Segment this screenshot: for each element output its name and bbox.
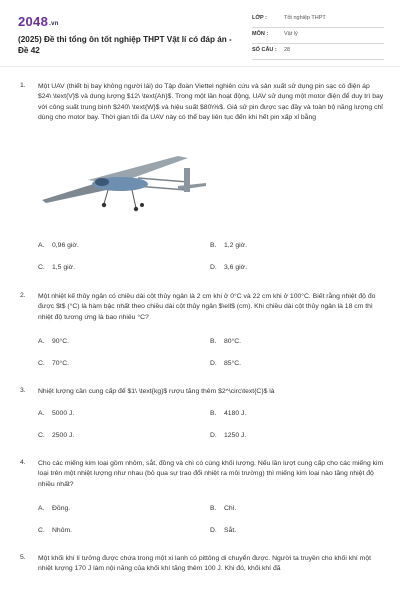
option-b[interactable] xyxy=(210,242,247,249)
question-3 xyxy=(20,387,384,447)
option-text: 0,96 giờ. xyxy=(52,242,79,249)
option-letter: C. xyxy=(38,527,45,534)
option-text: 1,5 giờ. xyxy=(52,264,75,271)
option-letter: A. xyxy=(38,338,45,345)
question-text: Cho các miếng kim loại gồm nhôm, sắt, đồng và chì có cùng khối lượng. Nếu lần lượt cung cấp cho các miếng kim loại trên một nhiệt lượng như nhau (bỏ qua sự trao đổi nhiệt ra môi trường) thì miếng kim loại nào tăng nhiệt độ nhiều nhất? xyxy=(38,460,384,488)
option-a[interactable] xyxy=(38,410,74,417)
meta-row-subject xyxy=(252,28,384,44)
meta-key: MÔN : xyxy=(252,31,269,37)
question-4 xyxy=(20,459,384,541)
option-letter: D. xyxy=(210,264,217,271)
option-c[interactable] xyxy=(38,432,74,439)
option-text: 3,6 giờ. xyxy=(224,264,247,271)
option-text: 1250 J. xyxy=(224,432,247,439)
option-letter: D. xyxy=(210,432,217,439)
option-text: Chì. xyxy=(224,505,237,512)
option-a[interactable] xyxy=(38,338,69,345)
meta-value: 28 xyxy=(284,47,291,53)
option-letter: B. xyxy=(210,505,217,512)
option-letter: D. xyxy=(210,527,217,534)
logo-suffix: .vn xyxy=(49,21,59,27)
option-a[interactable] xyxy=(38,505,70,512)
option-d[interactable] xyxy=(210,360,241,367)
uav-image xyxy=(38,150,218,218)
option-text: 5000 J. xyxy=(52,410,75,417)
option-d[interactable] xyxy=(210,264,247,271)
meta-row-count xyxy=(252,44,384,60)
exam-title: (2025) Đề thi tổng ôn tốt nghiệp THPT Vật lí có đáp án - Đề 42 xyxy=(18,35,232,55)
question-number: 3. xyxy=(20,387,26,394)
option-letter: C. xyxy=(38,360,45,367)
option-letter: D. xyxy=(210,360,217,367)
meta-value: Tốt nghiệp THPT xyxy=(284,15,326,21)
option-b[interactable] xyxy=(210,410,246,417)
option-c[interactable] xyxy=(38,264,75,271)
meta-row-class xyxy=(252,12,384,28)
site-logo[interactable] xyxy=(18,14,59,29)
question-text: Một nhiệt kế thủy ngân có chiều dài cột thủy ngân là 2 cm khi ở 0°C và 22 cm khi ở 100°C. Biết rằng nhiệt độ đo được $t$ (°C) là hàm bậc nhất theo chiều dài cột thủy ngân $\ell$ (cm). Khi chiều dài cột thủy ngân là 18 cm thì nhiệt độ tương ứng là bao nhiêu °C? xyxy=(38,293,376,321)
question-number: 5. xyxy=(20,554,26,561)
option-text: Sắt. xyxy=(224,527,237,534)
option-text: 1,2 giờ. xyxy=(224,242,247,249)
page-header xyxy=(0,0,400,62)
question-number: 1. xyxy=(20,82,26,89)
option-b[interactable] xyxy=(210,338,241,345)
question-text: Một UAV (thiết bị bay không người lái) do Tập đoàn Viettel nghiên cứu và sản xuất sử dụng pin sạc có điện áp $24\ \text{V}$ và dung lượng $12\ \text{Ah}$. Trong một lần hoạt động, UAV sử dụng một motor điện để duy trì bay với công suất trung bình $240\ \text{W}$ và hiệu suất $80\%$. Giả sử pin được sạc đầy và toàn bộ năng lượng chỉ dùng cho motor bay. Thời gian tối đa UAV này có thể bay liên tục đến khi hết pin xấp xỉ bằng xyxy=(38,83,384,122)
option-text: 70°C. xyxy=(52,360,70,367)
option-text: 85°C. xyxy=(224,360,242,367)
option-text: Đồng. xyxy=(52,505,71,512)
exam-meta xyxy=(252,12,384,60)
option-letter: A. xyxy=(38,242,45,249)
option-text: 90°C. xyxy=(52,338,70,345)
option-c[interactable] xyxy=(38,527,72,534)
option-b[interactable] xyxy=(210,505,236,512)
option-text: 2500 J. xyxy=(52,432,75,439)
option-letter: B. xyxy=(210,242,217,249)
question-text: Một khối khí lí tưởng được chứa trong một xi lanh có pittông di chuyển được. Người ta truyền cho khối khí một nhiệt lượng 170 J làm nội năng của khối khí tăng thêm 100 J. Khi đó, khối khí đã xyxy=(38,555,371,573)
question-number: 2. xyxy=(20,292,26,299)
option-letter: B. xyxy=(210,410,217,417)
question-text: Nhiệt lượng cần cung cấp để $1\ \text{kg}$ rượu tăng thêm $2^\circ\text{C}$ là xyxy=(38,388,275,395)
option-text: 4180 J. xyxy=(224,410,247,417)
meta-key: SỐ CÂU : xyxy=(252,47,277,53)
meta-key: LỚP : xyxy=(252,15,267,21)
option-letter: C. xyxy=(38,264,45,271)
logo-text: 2048 xyxy=(18,14,49,29)
header-divider xyxy=(0,66,400,67)
option-a[interactable] xyxy=(38,242,79,249)
option-letter: C. xyxy=(38,432,45,439)
question-5 xyxy=(20,554,384,598)
option-c[interactable] xyxy=(38,360,69,367)
option-letter: A. xyxy=(38,410,45,417)
option-d[interactable] xyxy=(210,432,246,439)
question-2 xyxy=(20,292,384,377)
question-number: 4. xyxy=(20,459,26,466)
option-letter: A. xyxy=(38,505,45,512)
option-letter: B. xyxy=(210,338,217,345)
option-text: Nhôm. xyxy=(52,527,73,534)
meta-value: Vật lý xyxy=(284,31,298,37)
option-text: 80°C. xyxy=(224,338,242,345)
option-d[interactable] xyxy=(210,527,236,534)
